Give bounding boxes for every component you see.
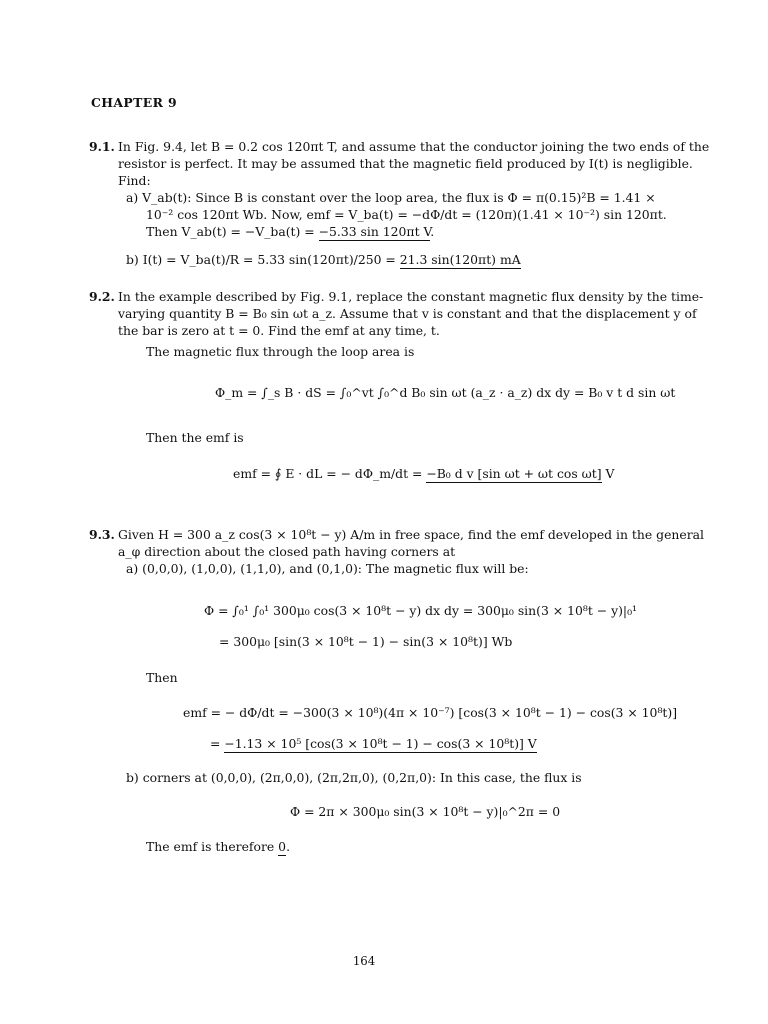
answer-vab: −5.33 sin 120πt V (318, 224, 431, 239)
emf-eq-2-prefix: = (210, 736, 225, 751)
emf-unit: V (601, 466, 615, 481)
flux-equation: Φ_m = ∫_s B · dS = ∫₀^vt ∫₀^d B₀ sin ωt (a_z · a_z) dx dy = B₀ v t d sin ωt (215, 385, 676, 400)
problem-number-9-2: 9.2. (89, 289, 115, 304)
problem-9-2-line-2: varying quantity B = B₀ sin ωt a_z. Assume that v is constant and that the displacement y of (118, 306, 697, 321)
answer-suffix: . (430, 224, 435, 239)
problem-9-3-then: Then (146, 670, 178, 685)
problem-9-1-a-line-1: a) V_ab(t): Since B is constant over the loop area, the flux is Φ = π(0.15)²B = 1.41 × (126, 190, 656, 205)
problem-9-3-conclusion (146, 839, 290, 855)
problem-9-3-line-2: a_φ direction about the closed path having corners at (118, 544, 456, 559)
answer-prefix: Then V_ab(t) = −V_ba(t) = (146, 224, 319, 239)
problem-9-1-line-2: resistor is perfect. It may be assumed that the magnetic field produced by I(t) is negligible. (118, 156, 693, 171)
answer-emf-b: 0 (278, 839, 287, 854)
conclusion-prefix: The emf is therefore (146, 839, 279, 854)
answer-prefix: b) I(t) = V_ba(t)/R = 5.33 sin(120πt)/250 = (126, 252, 400, 267)
emf-equation-line-2 (210, 736, 537, 751)
problem-9-3-a-line: a) (0,0,0), (1,0,0), (1,1,0), and (0,1,0): The magnetic flux will be: (126, 561, 529, 576)
problem-9-2-flux-intro: The magnetic flux through the loop area is (146, 344, 415, 359)
answer-emf-a: −1.13 × 10⁵ [cos(3 × 10⁸t − 1) − cos(3 × 10⁸t)] V (224, 736, 537, 751)
problem-9-1-a-line-2: 10⁻² cos 120πt Wb. Now, emf = V_ba(t) = −dΦ/dt = (120π)(1.41 × 10⁻²) sin 120πt. (146, 207, 667, 222)
flux-equation-line-2: = 300μ₀ [sin(3 × 10⁸t − 1) − sin(3 × 10⁸t)] Wb (219, 634, 513, 649)
problem-number-9-1: 9.1. (89, 139, 115, 154)
answer-emf: −B₀ d v [sin ωt + ωt cos ωt] (426, 466, 602, 481)
chapter-heading: CHAPTER 9 (91, 95, 177, 110)
problem-9-3-line-1: Given H = 300 a_z cos(3 × 10⁸t − y) A/m in free space, find the emf developed in the general (118, 527, 704, 542)
problem-9-1-line-1: In Fig. 9.4, let B = 0.2 cos 120πt T, and assume that the conductor joining the two ends of the (118, 139, 710, 154)
answer-current: 21.3 sin(120πt) mA (399, 252, 521, 267)
emf-equation-line-1: emf = − dΦ/dt = −300(3 × 10⁸)(4π × 10⁻⁷) [cos(3 × 10⁸t − 1) − cos(3 × 10⁸t)] (183, 705, 678, 720)
problem-9-1-b-line (126, 252, 521, 268)
conclusion-suffix: . (286, 839, 291, 854)
problem-9-2-line-3: the bar is zero at t = 0. Find the emf at any time, t. (118, 323, 440, 338)
flux-equation-b: Φ = 2π × 300μ₀ sin(3 × 10⁸t − y)|₀^2π = 0 (290, 804, 561, 819)
problem-9-3-b-line: b) corners at (0,0,0), (2π,0,0), (2π,2π,0), (0,2π,0): In this case, the flux is (126, 770, 582, 785)
problem-number-9-3: 9.3. (89, 527, 115, 542)
problem-9-1-line-3: Find: (118, 173, 151, 188)
emf-equation (233, 466, 614, 481)
problem-9-2-line-1: In the example described by Fig. 9.1, replace the constant magnetic flux density by the time- (118, 289, 704, 304)
emf-equation-prefix: emf = ∮ E · dL = − dΦ_m/dt = (233, 466, 427, 481)
problem-9-1-a-line-3 (146, 224, 434, 240)
problem-9-2-emf-intro: Then the emf is (146, 430, 244, 445)
page-number: 164 (352, 953, 376, 968)
flux-equation-line-1: Φ = ∫₀¹ ∫₀¹ 300μ₀ cos(3 × 10⁸t − y) dx dy = 300μ₀ sin(3 × 10⁸t − y)|₀¹ (204, 603, 638, 618)
